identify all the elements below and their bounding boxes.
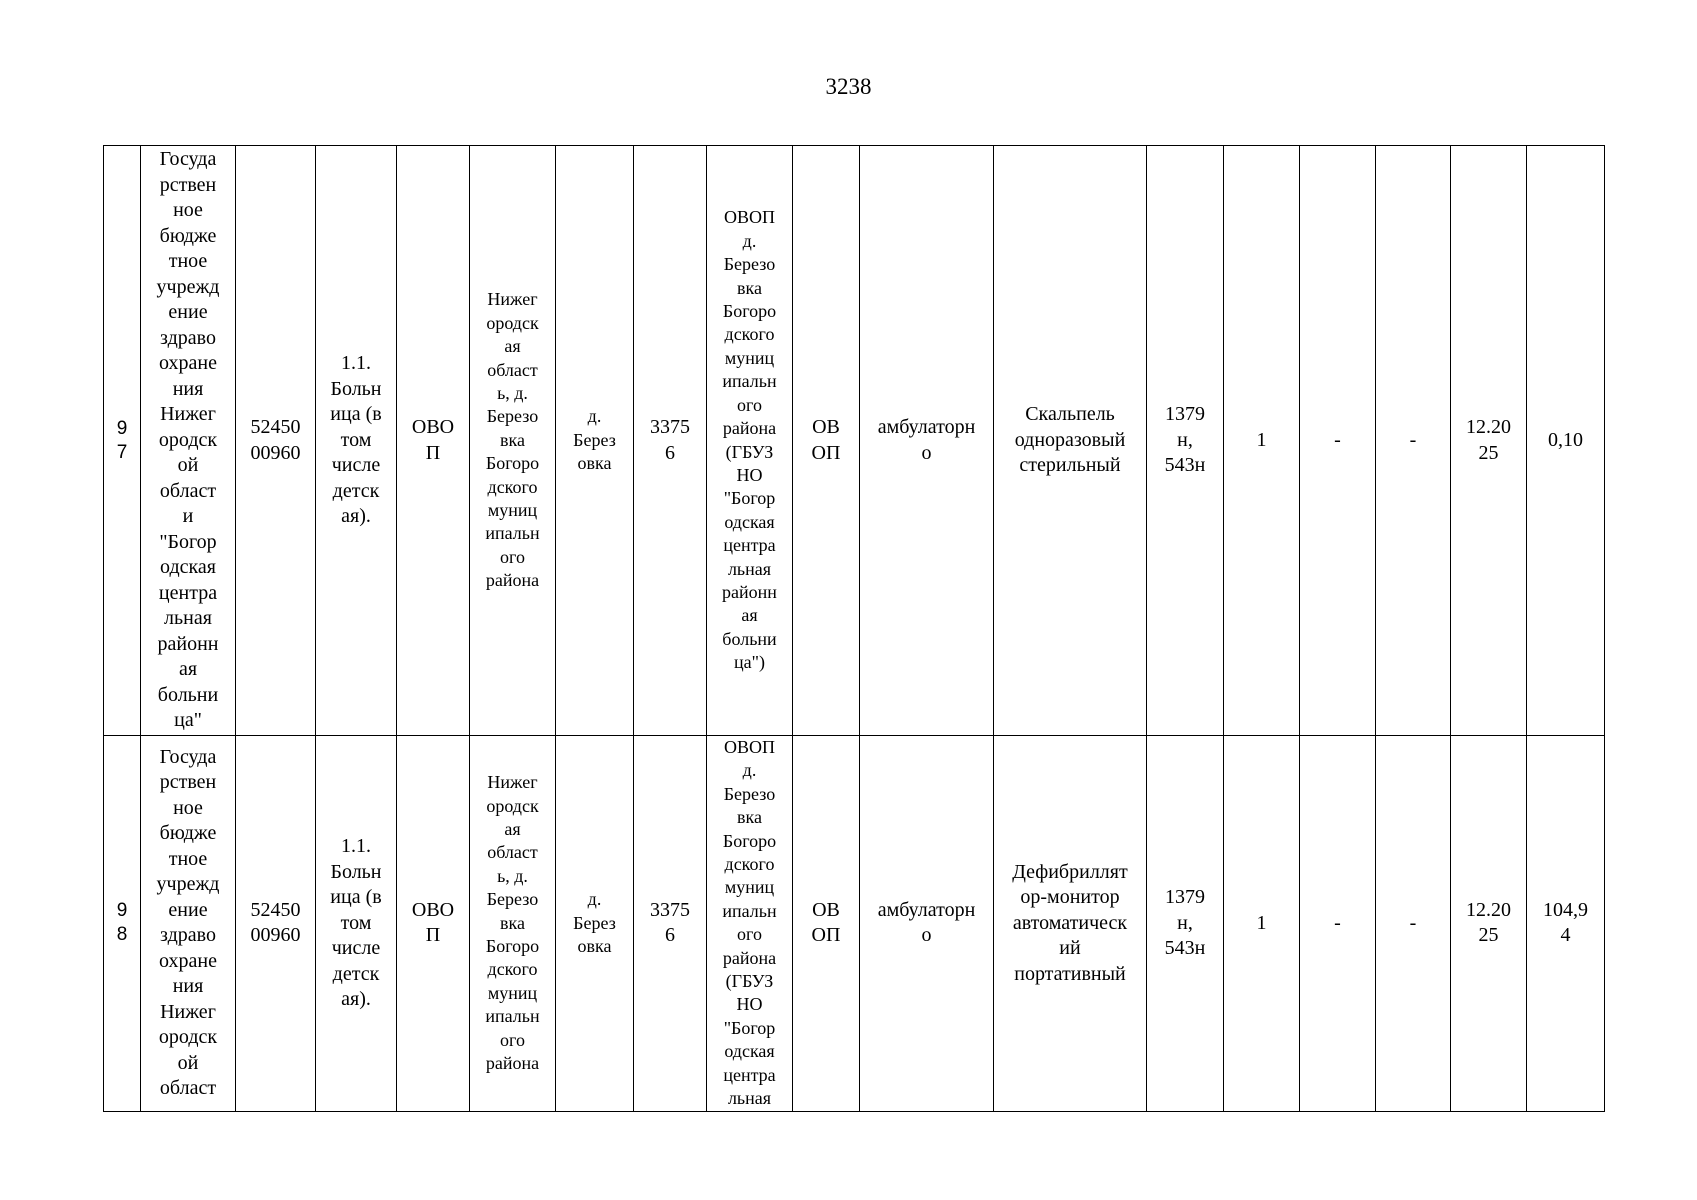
column-a: -	[1300, 146, 1376, 736]
institution-code: 52450 00960	[236, 736, 316, 1112]
quantity: 1	[1224, 146, 1300, 736]
column-a: -	[1300, 736, 1376, 1112]
facility-name: ОВОП д. Березо вка Богоро дского муниц ипальн ого района (ГБУЗ НО "Богор одская центра льная	[707, 736, 793, 1112]
column-b: -	[1376, 146, 1451, 736]
row-index: 9 7	[104, 146, 141, 736]
page-number: 3238	[825, 74, 872, 99]
facility-type: ОВ ОП	[793, 736, 860, 1112]
region-address: Нижег ородск ая област ь, д. Березо вка Богоро дского муниц ипальн ого района	[470, 736, 556, 1112]
care-form: амбулаторн о	[860, 146, 994, 736]
amount: 104,9 4	[1527, 736, 1605, 1112]
order-reference: 1379 н, 543н	[1147, 146, 1224, 736]
locality: д. Берез овка	[556, 736, 634, 1112]
delivery-date: 12.20 25	[1451, 736, 1527, 1112]
amount: 0,10	[1527, 146, 1605, 736]
delivery-date: 12.20 25	[1451, 146, 1527, 736]
postcode: 3375 6	[634, 736, 707, 1112]
institution-name: Госуда рствен ное бюдже тное учрежд ение здраво охране ния Нижег ородск ой област и "Богор одская центра льная районн ая больни ца"	[141, 146, 236, 736]
table-row	[104, 146, 1605, 736]
unit-type: ОВО П	[397, 146, 470, 736]
facility-name: ОВОП д. Березо вка Богоро дского муниц ипальн ого района (ГБУЗ НО "Богор одская центра льная районн ая больни ца")	[707, 146, 793, 736]
facility-profile: 1.1. Больн ица (в том числе детск ая).	[316, 736, 397, 1112]
equipment-name: Дефибриллят ор-монитор автоматическ ий портативный	[994, 736, 1147, 1112]
column-b: -	[1376, 736, 1451, 1112]
quantity: 1	[1224, 736, 1300, 1112]
equipment-name: Скальпель одноразовый стерильный	[994, 146, 1147, 736]
register-table	[103, 145, 1605, 1112]
institution-name: Госуда рствен ное бюдже тное учрежд ение здраво охране ния Нижег ородск ой област	[141, 736, 236, 1112]
unit-type: ОВО П	[397, 736, 470, 1112]
row-index: 9 8	[104, 736, 141, 1112]
order-reference: 1379 н, 543н	[1147, 736, 1224, 1112]
postcode: 3375 6	[634, 146, 707, 736]
region-address: Нижег ородск ая област ь, д. Березо вка Богоро дского муниц ипальн ого района	[470, 146, 556, 736]
facility-profile: 1.1. Больн ица (в том числе детск ая).	[316, 146, 397, 736]
facility-type: ОВ ОП	[793, 146, 860, 736]
institution-code: 52450 00960	[236, 146, 316, 736]
table-row	[104, 736, 1605, 1112]
care-form: амбулаторн о	[860, 736, 994, 1112]
locality: д. Берез овка	[556, 146, 634, 736]
